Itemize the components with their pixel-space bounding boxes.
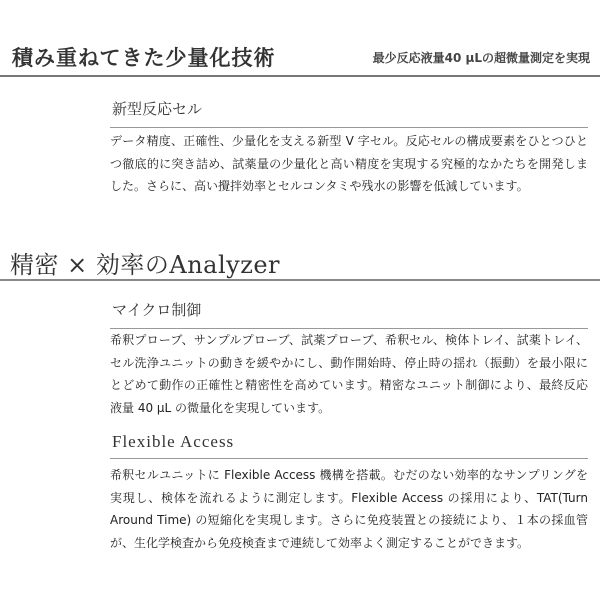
subsection-reaction-cell-title: 新型反応セル: [112, 100, 203, 118]
section1-divider: [0, 75, 600, 77]
section2-title: 精密 × 効率のAnalyzer: [10, 251, 281, 279]
subsection-micro-control-title: マイクロ制御: [112, 301, 202, 319]
section1-title: 積み重ねてきた少量化技術: [12, 46, 276, 70]
subsection-divider: [110, 127, 588, 128]
flexible-access-paragraph: 希釈セルユニットに Flexible Access 機構を搭載。むだのない効率的なサンプリングを実現し、検体を流れるように測定します。Flexible Access の採用により、TAT(Turn Around Time) の短縮化を実現します。さらに免疫装置との接続により、１本の採血管が、生化学検査から免疫検査まで連続して効率よく測定することができます。: [110, 468, 588, 550]
section1-header: [0, 0, 600, 80]
subsection-flexible-access-title: Flexible Access: [112, 432, 235, 451]
reaction-cell-paragraph: データ精度、正確性、少量化を支える新型 V 字セル。反応セルの構成要素をひとつひとつ徹底的に突き詰め、試薬量の少量化と高い精度を実現する究極的なかたちを開発しました。さらに、高い攪拌効率とセルコンタミや残水の影響を低減しています。: [110, 134, 588, 193]
subsection-divider: [110, 458, 588, 459]
subsection-flexible-access-header: [110, 432, 588, 459]
section2-divider: [0, 279, 600, 281]
section1-tagline: 最少反応液量40 μLの超微量測定を実現: [372, 51, 590, 65]
subsection-micro-control-header: [110, 299, 588, 329]
micro-control-paragraph: 希釈プローブ、サンプルプローブ、試薬プローブ、希釈セル、検体トレイ、試薬トレイ、セル洗浄ユニットの動きを緩やかにし、動作開始時、停止時の揺れ（振動）を最小限にとどめて動作の正確性と精密性を高めています。精密なユニット制御により、最終反応液量 40 μL の微量化を実現しています。: [110, 333, 588, 415]
subsection-reaction-cell-header: [110, 98, 588, 128]
